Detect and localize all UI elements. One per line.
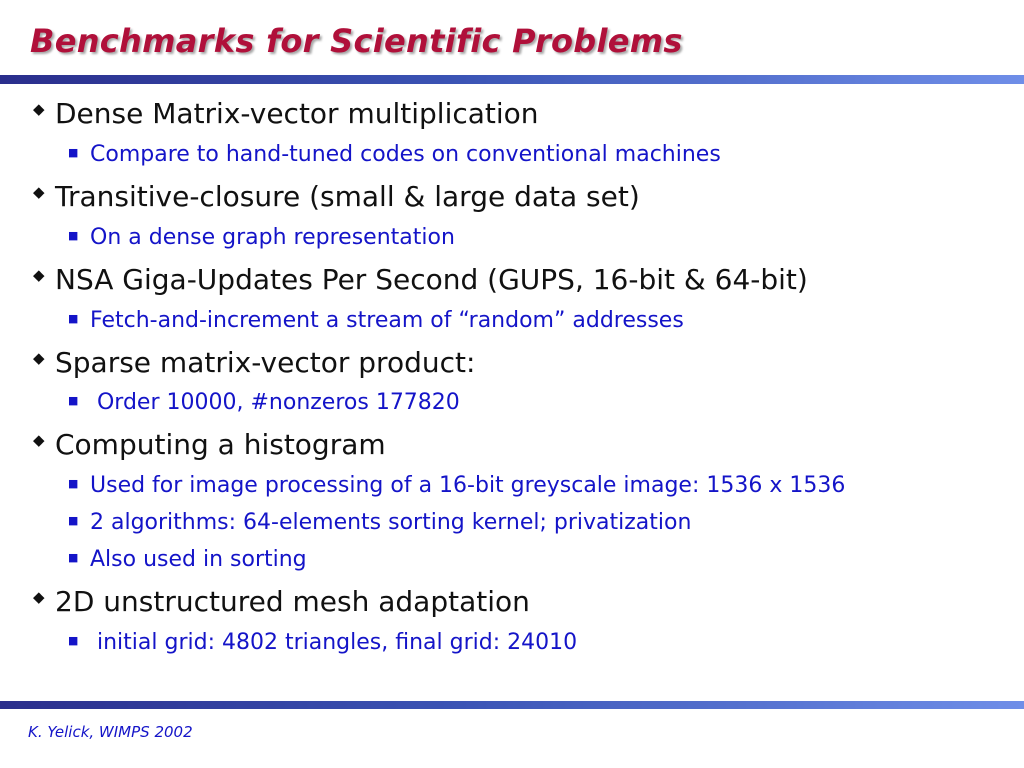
square-bullet-icon: ■	[68, 477, 79, 490]
sub-bullet-text: Order 10000, #nonzeros 177820	[90, 390, 460, 415]
bullet-text: 2D unstructured mesh adaptation	[55, 585, 530, 618]
sub-bullet-text: Used for image processing of a 16-bit greyscale image: 1536 x 1536	[90, 473, 846, 498]
diamond-bullet-icon: ◆	[33, 265, 45, 284]
bullet-item	[33, 346, 475, 379]
square-bullet-icon: ■	[68, 229, 79, 242]
bullet-item	[33, 428, 386, 461]
bullet-text: NSA Giga-Updates Per Second (GUPS, 16-bit & 64-bit)	[55, 263, 808, 296]
square-bullet-icon: ■	[68, 146, 79, 159]
sub-bullet-item	[68, 225, 455, 250]
sub-bullet-text: Compare to hand-tuned codes on conventional machines	[90, 142, 721, 167]
sub-bullet-item	[68, 390, 460, 415]
slide-footer: K. Yelick, WIMPS 2002	[28, 723, 193, 741]
sub-bullet-item	[68, 547, 307, 572]
sub-bullet-item	[68, 308, 684, 333]
diamond-bullet-icon: ◆	[33, 99, 45, 118]
sub-bullet-text: 2 algorithms: 64-elements sorting kernel; privatization	[90, 510, 692, 535]
sub-bullet-text: On a dense graph representation	[90, 225, 455, 250]
bullet-item	[33, 585, 530, 618]
diamond-bullet-icon: ◆	[33, 182, 45, 201]
diamond-bullet-icon: ◆	[33, 587, 45, 606]
bullet-item	[33, 263, 808, 296]
sub-bullet-text: Also used in sorting	[90, 547, 307, 572]
sub-bullet-text: initial grid: 4802 triangles, final grid: 24010	[90, 630, 578, 655]
diamond-bullet-icon: ◆	[33, 348, 45, 367]
square-bullet-icon: ■	[68, 394, 79, 407]
square-bullet-icon: ■	[68, 634, 79, 647]
square-bullet-icon: ■	[68, 514, 79, 527]
sub-bullet-item	[68, 510, 691, 535]
bullet-text: Transitive-closure (small & large data set)	[55, 180, 640, 213]
sub-bullet-item	[68, 142, 721, 167]
bullet-item	[33, 97, 539, 130]
square-bullet-icon: ■	[68, 551, 79, 564]
bullet-text: Dense Matrix-vector multiplication	[55, 97, 539, 130]
diamond-bullet-icon: ◆	[33, 430, 45, 449]
footer-divider	[0, 701, 1024, 709]
square-bullet-icon: ■	[68, 312, 79, 325]
sub-bullet-text: Fetch-and-increment a stream of “random” addresses	[90, 308, 684, 333]
slide-title: Benchmarks for Scientific Problems	[30, 22, 683, 60]
sub-bullet-item	[68, 473, 845, 498]
bullet-item	[33, 180, 640, 213]
sub-bullet-item	[68, 630, 577, 655]
bullet-text: Computing a histogram	[55, 428, 386, 461]
bullet-text: Sparse matrix-vector product:	[55, 346, 476, 379]
